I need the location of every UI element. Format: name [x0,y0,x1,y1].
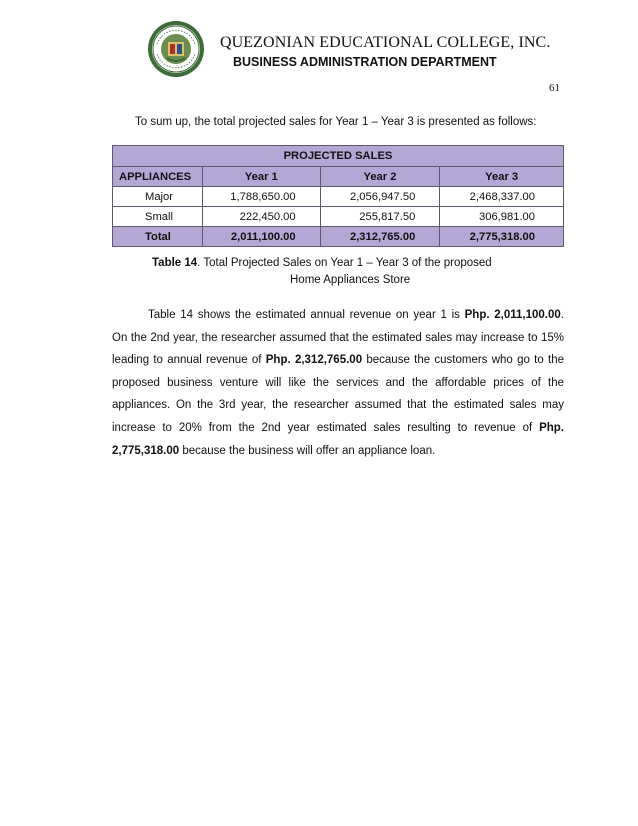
table-caption-line2: Home Appliances Store [290,274,411,286]
table-cell: 255,817.50 [320,207,440,227]
projected-sales-table [112,145,564,247]
table-cell: 2,775,318.00 [440,227,564,247]
department-name: BUSINESS ADMINISTRATION DEPARTMENT [233,55,497,69]
column-header: APPLIANCES [113,167,203,187]
table-cell: Small [113,207,203,227]
body-paragraph [112,304,564,462]
college-seal-logo [147,20,205,78]
table-caption [152,257,492,269]
column-header: Year 2 [320,167,440,187]
table-cell: 2,056,947.50 [320,187,440,207]
paragraph-bold: Php. 2,775,318.00 [112,421,564,457]
table-cell: 2,468,337.00 [440,187,564,207]
table-cell: Major [113,187,203,207]
column-header: Year 3 [440,167,564,187]
intro-text: To sum up, the total projected sales for Year 1 – Year 3 is presented as follows: [135,116,537,128]
page-number: 61 [549,82,560,94]
paragraph-text: . On the 2nd year, the researcher assumed that the estimated sales may increase to 15% leading to annual revenue of [112,309,564,367]
table-cell: 306,981.00 [440,207,564,227]
table-row [113,187,564,207]
paragraph-text: because the customers who go to the proposed business venture will like the services and the affordable prices of the appliances. On the 3rd year, the researcher assumed that the estimated sales may increase to 20% from the 2nd year estimated sales resulting to revenue of [112,354,564,434]
table-title: PROJECTED SALES [113,146,564,167]
table-cell: 1,788,650.00 [202,187,320,207]
table-cell: 2,312,765.00 [320,227,440,247]
paragraph-bold: Php. 2,312,765.00 [265,354,363,367]
caption-label: Table 14 [152,257,198,269]
college-name: QUEZONIAN EDUCATIONAL COLLEGE, INC. [220,34,551,51]
table-header-row [113,167,564,187]
table-title-row [113,146,564,167]
table-cell: 222,450.00 [202,207,320,227]
table-cell: 2,011,100.00 [202,227,320,247]
paragraph-bold: Php. 2,011,100.00 [464,309,561,321]
column-header: Year 1 [202,167,320,187]
caption-text: . Total Projected Sales on Year 1 – Year 3 of the proposed [197,257,492,269]
table-row [113,207,564,227]
paragraph-text: because the business will offer an appliance loan. [179,444,436,457]
paragraph-text: Table 14 shows the estimated annual revenue on year 1 is [148,309,465,321]
table-cell: Total [113,227,203,247]
table-total-row [113,227,564,247]
